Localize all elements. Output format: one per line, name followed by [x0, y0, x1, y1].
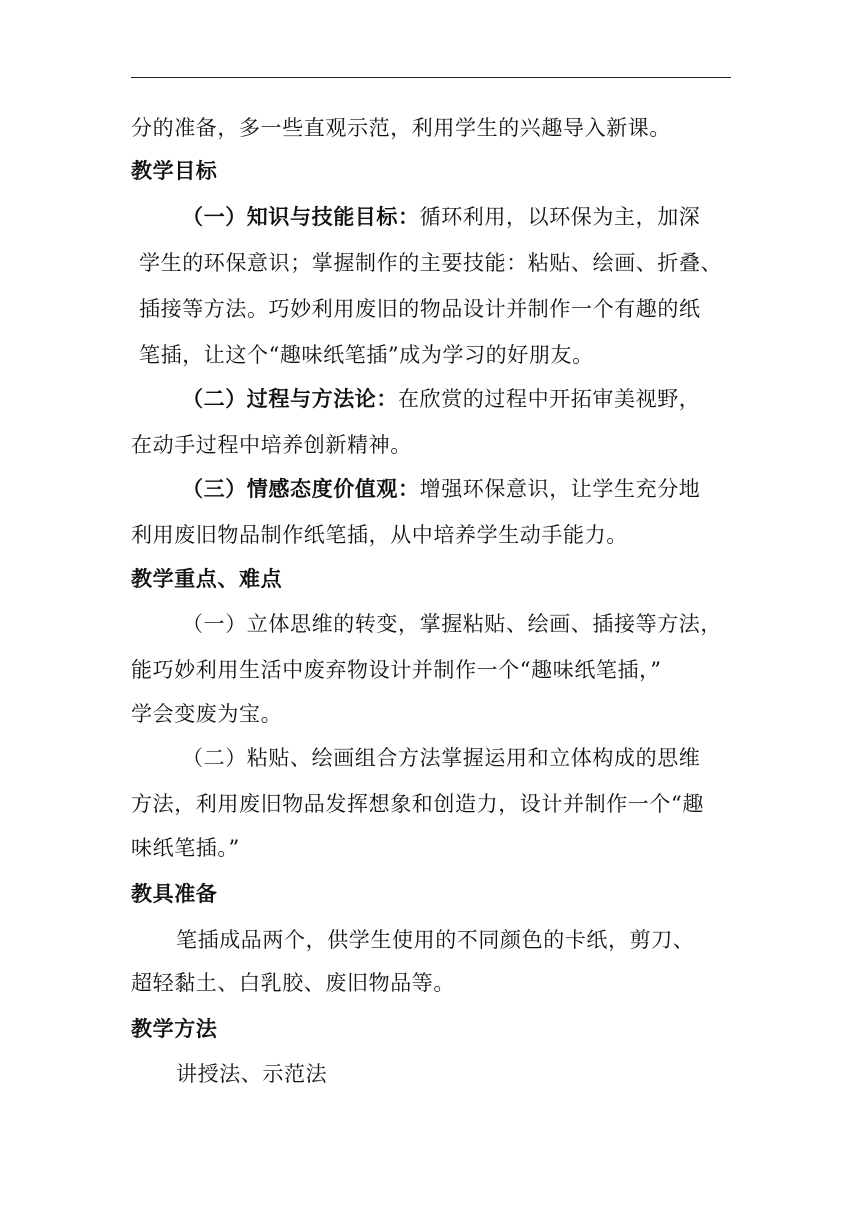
section-heading-objectives: 教学目标 [131, 159, 218, 183]
methods-line-1: 讲授法、示范法 [176, 1062, 328, 1086]
key-point-2-line-2: 方法，利用废旧物品发挥想象和创造力，设计并制作一个“趣 [131, 792, 704, 816]
objective-1-line-4: 笔插，让这个“趣味纸笔插”成为学习的好朋友。 [139, 343, 594, 367]
section-heading-key-points: 教学重点、难点 [131, 567, 283, 591]
section-heading-methods: 教学方法 [131, 1017, 218, 1041]
objective-2-label: （二）过程与方法论： [182, 386, 398, 411]
key-point-1-line-3: 学会变废为宝。 [131, 702, 283, 726]
header-rule [131, 77, 731, 78]
section-heading-materials: 教具准备 [131, 882, 218, 906]
objective-1-line-3: 插接等方法。巧妙利用废旧的物品设计并制作一个有趣的纸 [139, 297, 701, 321]
key-point-2-line-1: （二）粘贴、绘画组合方法掌握运用和立体构成的思维 [182, 746, 701, 770]
key-point-2-line-3: 味纸笔插。” [131, 836, 240, 860]
objective-3-text: 增强环保意识，让学生充分地 [419, 477, 701, 501]
objective-1-line-1 [182, 202, 700, 232]
paragraph-line: 分的准备，多一些直观示范，利用学生的兴趣导入新课。 [131, 116, 671, 140]
materials-line-1: 笔插成品两个，供学生使用的不同颜色的卡纸，剪刀、 [176, 928, 695, 952]
objective-1-line-2: 学生的环保意识；掌握制作的主要技能：粘贴、绘画、折叠、 [139, 251, 723, 275]
objective-1-label: （一）知识与技能目标： [182, 204, 420, 229]
key-point-1-line-2: 能巧妙利用生活中废弃物设计并制作一个“趣味纸笔插，” [131, 658, 662, 682]
objective-2-line-2: 在动手过程中培养创新精神。 [131, 433, 412, 457]
materials-line-2: 超轻黏土、白乳胶、废旧物品等。 [131, 971, 455, 995]
objective-3-line-2: 利用废旧物品制作纸笔插，从中培养学生动手能力。 [131, 523, 628, 547]
objective-2-text: 在欣赏的过程中开拓审美视野， [398, 387, 701, 411]
objective-1-text: 循环利用，以环保为主，加深 [419, 205, 701, 229]
objective-3-label: （三）情感态度价值观： [182, 476, 420, 501]
objective-2-line-1 [182, 384, 700, 414]
key-point-1-line-1: （一）立体思维的转变，掌握粘贴、绘画、插接等方法， [182, 612, 722, 636]
objective-3-line-1 [182, 474, 700, 504]
